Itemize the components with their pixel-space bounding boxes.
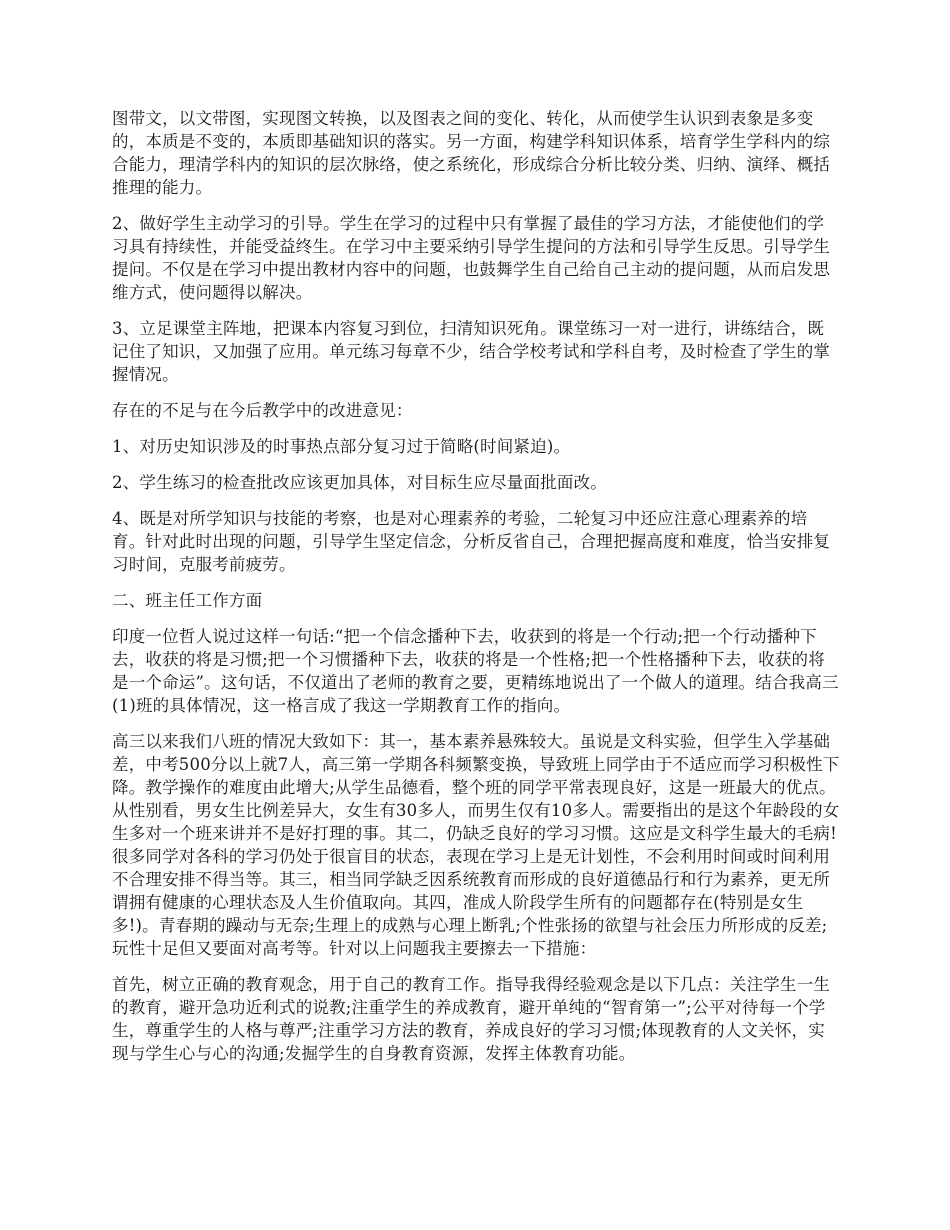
paragraph-shortcoming-1: 1、对历史知识涉及的时事热点部分复习过于简略(时间紧迫)。 [112,437,571,456]
paragraph-shortcoming-2: 2、学生练习的检查批改应该更加具体，对目标生应尽量面批面改。 [112,473,607,492]
paragraph-education-concept: 首先，树立正确的教育观念，用于自己的教育工作。指导我得经验观念是以下几点：关注学生一生的教育，避开急功近利式的说教;注重学生的养成教育，避开单纯的“智育第一”;公平对待每一个学生，尊重学生的人格与尊严;注重学习方法的教育，养成良好的学习习惯;体现教育的人文关怀，实现与学生心与心的沟通;发掘学生的自身教育资源，发挥主体教育功能。 [112,975,831,1063]
paragraph-intro: 图带文，以文带图，实现图文转换，以及图表之间的变化、转化，从而使学生认识到表象是多变的，本质是不变的，本质即基础知识的落实。另一方面，构建学科知识体系，培育学生学科内的综合能力，理清学科内的知识的层次脉络，使之系统化，形成综合分析比较分类、归纳、演绎、概括推理的能力。 [112,109,831,197]
paragraph-item-3-classroom: 3、立足课堂主阵地，把课本内容复习到位，扫清知识死角。课堂练习一对一进行，讲练结合，既记住了知识，又加强了应用。单元练习每章不少，结合学校考试和学科自考，及时检查了学生的掌握情况。 [112,319,831,384]
document-body [112,107,840,1078]
paragraph-item-2-guidance: 2、做好学生主动学习的引导。学生在学习的过程中只有掌握了最佳的学习方法，才能使他们的学习具有持续性，并能受益终生。在学习中主要采纳引导学生提问的方法和引导学生反思。引导学生提问。不仅是在学习中提出教材内容中的问题，也鼓舞学生自己给自己主动的提问题，从而启发思维方式，使问题得以解决。 [112,214,831,302]
paragraph-philosopher-quote: 印度一位哲人说过这样一句话:“把一个信念播种下去，收获到的将是一个行动;把一个行动播种下去，收获的将是习惯;把一个习惯播种下去，收获的将是一个性格;把一个性格播种下去，收获的将是一个命运”。这句话，不仅道出了老师的教育之要，更精练地说出了一个做人的道理。结合我高三(1)班的具体情况，这一格言成了我这一学期教育工作的指向。 [112,627,839,715]
section-heading-class-teacher: 二、班主任工作方面 [112,591,263,610]
section-heading-shortcomings: 存在的不足与在今后教学中的改进意见： [112,401,413,420]
paragraph-class-situation: 高三以来我们八班的情况大致如下：其一，基本素养悬殊较大。虽说是文科实验，但学生入学基础差，中考500分以上就7人，高三第一学期各科频繁变换，导致班上同学由于不适应而学习积极性下降。教学操作的难度由此增大;从学生品德看，整个班的同学平常表现良好，这是一班最大的优点。从性别看，男女生比例差异大，女生有30多人，而男生仅有10多人。需要指出的是这个年龄段的女生多对一个班来讲并不是好打理的事。其二，仍缺乏良好的学习习惯。这应是文科学生最大的毛病!很多同学对各科的学习仍处于很盲目的状态，表现在学习上是无计划性，不会利用时间或时间利用不合理安排不得当等。其三，相当同学缺乏因系统教育而形成的良好道德品行和行为素养，更无所谓拥有健康的心理状态及人生价值取向。其四，准成人阶段学生所有的问题都存在(特别是女生多!)。青春期的躁动与无奈;生理上的成熟与心理上断乳;个性张扬的欲望与社会压力所形成的反差;玩性十足但又要面对高考等。针对以上问题我主要擦去一下措施： [112,732,840,958]
paragraph-shortcoming-4: 4、既是对所学知识与技能的考察，也是对心理素养的考验，二轮复习中还应注意心理素养的培育。针对此时出现的问题，引导学生坚定信念，分析反省自己，合理把握高度和难度，恰当安排复习时间，克服考前疲劳。 [112,509,831,574]
